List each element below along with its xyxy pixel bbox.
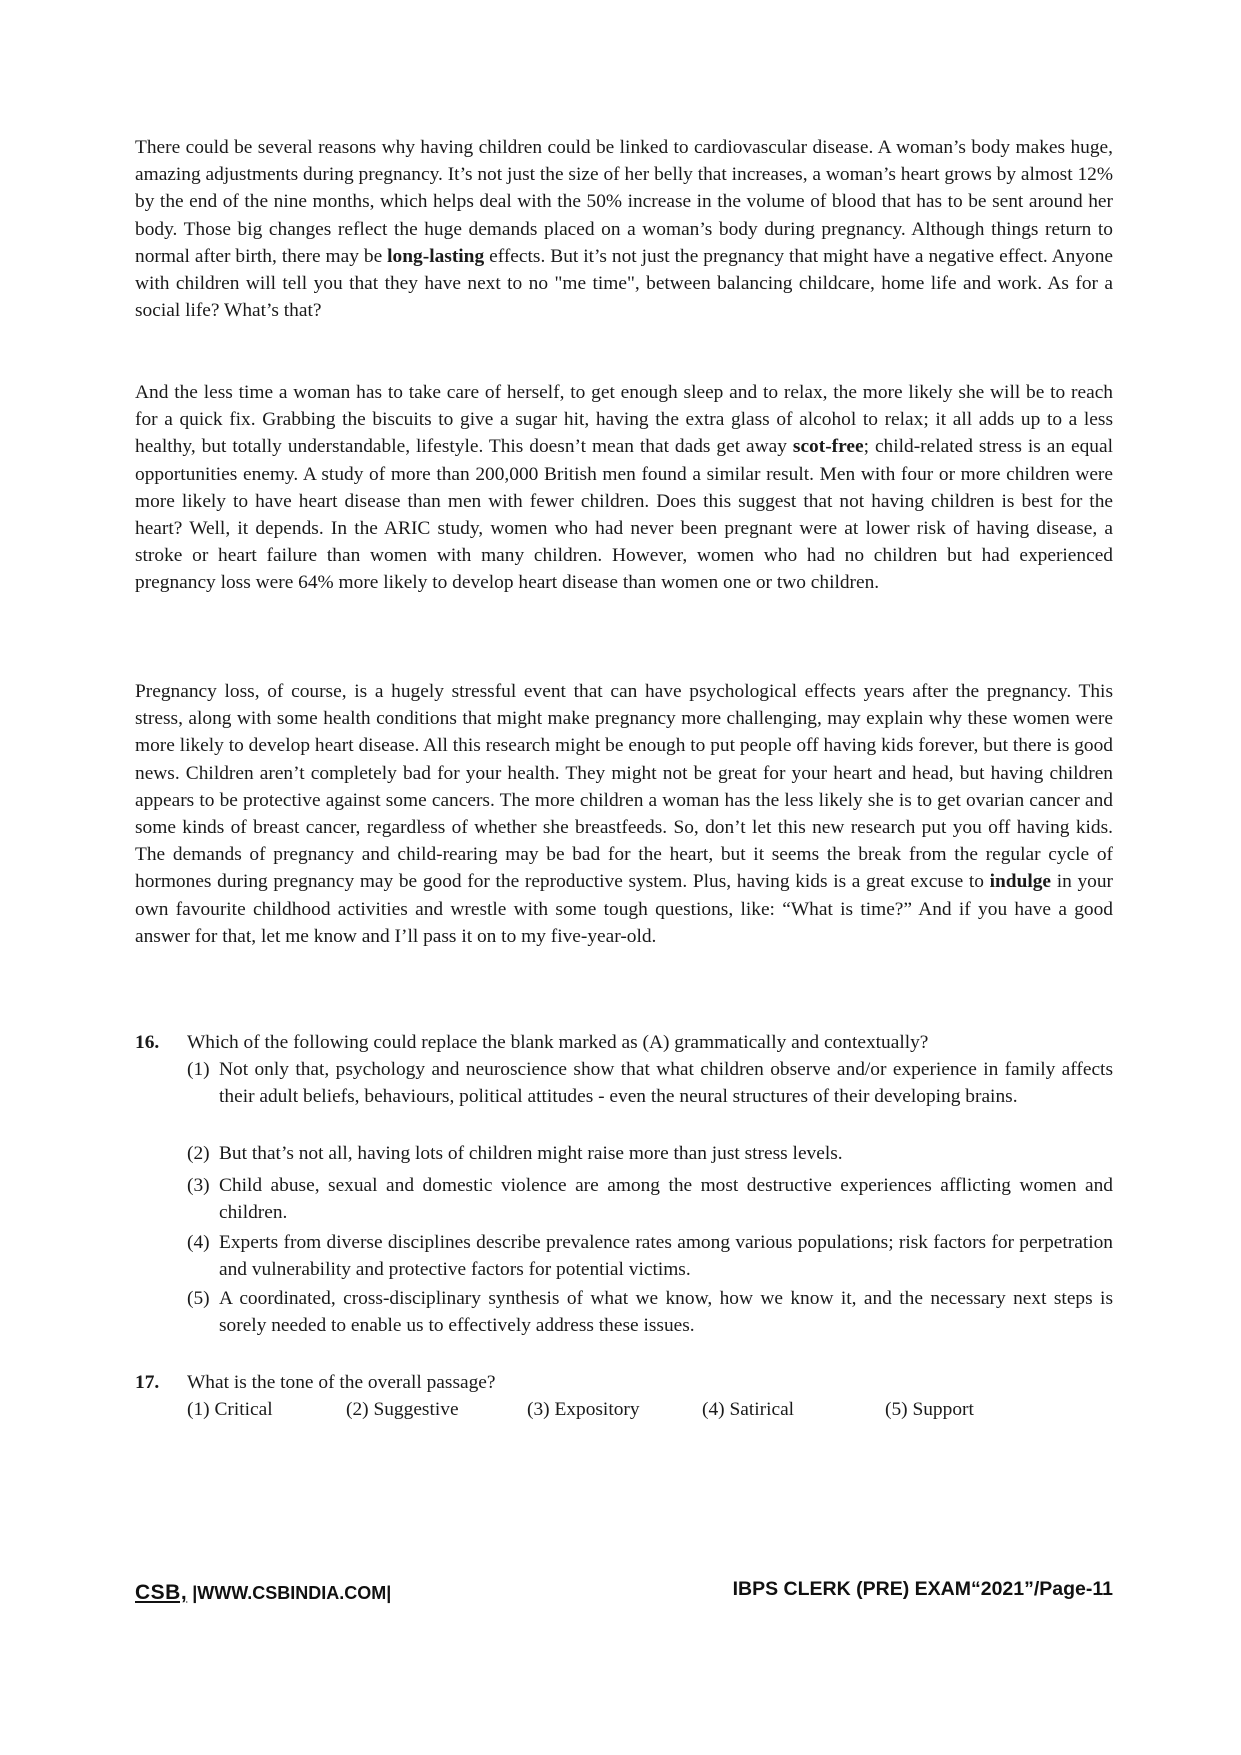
brand-logo-text: CSB, [135,1581,188,1604]
option-3: (3) Expository [527,1399,640,1420]
option-text: But that’s not all, having lots of children might raise more than just stress levels. [219,1143,843,1164]
option-number: (4) [187,1232,210,1253]
paragraph-text: ; child-related stress is an equal opportunities enemy. A study of more than 200,000 British men found a similar result. Men with four or more children were more likely to have heart disease than men with fewer children. Does this suggest that not having children is best for the heart? Well, it depends. In the ARIC study, women who had never been pregnant were at lower risk of having disease, a stroke or heart failure than women with many children. However, women who had no children but had experienced pregnancy loss were 64% more likely to develop heart disease than women one or two children. [135,436,1113,594]
passage-paragraph-2 [135,379,1113,597]
option-4: (4) Satirical [702,1399,795,1420]
option-number: (3) [187,1175,210,1196]
option-4 [187,1229,1113,1283]
option-1: (1) Critical [187,1399,273,1420]
option-text: Experts from diverse disciplines describe prevalence rates among various populations; risk factors for perpetration and vulnerability and protective factors for potential victims. [219,1232,1113,1280]
option-number: (1) [187,1059,210,1080]
paragraph-text: in your own favourite childhood activities and wrestle with some tough questions, like: “What is time?” And if you have a good answer for that, let me know and I’ll pass it on to my five-year-old. [135,871,1113,947]
option-5 [187,1285,1113,1339]
question-17 [135,1369,1113,1429]
option-5: (5) Support [885,1399,974,1420]
option-2: (2) Suggestive [346,1399,459,1420]
option-text: A coordinated, cross-disciplinary synthesis of what we know, how we know it, and the necessary next steps is sorely needed to enable us to effectively address these issues. [219,1288,1113,1336]
bold-word-scot-free: scot-free [792,436,864,458]
footer-exam-page: IBPS CLERK (PRE) EXAM“2021”/Page-11 [732,1578,1113,1600]
option-text: Not only that, psychology and neuroscience show that what children observe and/or experience in family affects their adult beliefs, behaviours, political attitudes - even the neural structures of their developing brains. [219,1059,1113,1107]
footer-brand [135,1581,391,1605]
option-number: (5) [187,1288,210,1309]
passage-paragraph-1 [135,134,1113,324]
question-text: Which of the following could replace the blank marked as (A) grammatically and contextually? [187,1032,929,1053]
option-3 [187,1172,1113,1226]
paragraph-text: And the less time a woman has to take care of herself, to get enough sleep and to relax, the more likely she will be to reach for a quick fix. Grabbing the biscuits to give a sugar hit, having the extra glass of alcohol to relax; it all adds up to a less healthy, but totally understandable, lifestyle. This doesn’t mean that dads get away [135,382,1113,458]
question-16 [135,1029,1113,1339]
paragraph-text: effects. But it’s not just the pregnancy that might have a negative effect. Anyone with children will tell you that they have next to no "me time", between balancing childcare, home life and work. As for a social life? What’s that? [135,245,1113,322]
option-text: Child abuse, sexual and domestic violence are among the most destructive experiences afflicting women and children. [219,1175,1113,1223]
bold-word-long-lasting: long-lasting [387,245,485,267]
bold-word-indulge: indulge [989,871,1052,893]
inline-options [187,1396,1113,1424]
option-1 [187,1056,1113,1110]
question-number: 17. [135,1372,160,1393]
website-text: |WWW.CSBINDIA.COM| [192,1583,392,1603]
paragraph-text: Pregnancy loss, of course, is a hugely stressful event that can have psychological effects years after the pregnancy. This stress, along with some health conditions that might make pregnancy more challenging, may explain why these women were more likely to develop heart disease. All this research might be enough to put people off having kids forever, but there is good news. Children aren’t completely bad for your health. They might not be great for your heart and head, but having children appears to be protective against some cancers. The more children a woman has the less likely she is to get ovarian cancer and some kinds of breast cancer, regardless of whether she breastfeeds. So, don’t let this new research put you off having kids. The demands of pregnancy and child-rearing may be bad for the heart, but it seems the break from the regular cycle of hormones during pregnancy may be good for the reproductive system. Plus, having kids is a great excuse to [135,681,1113,893]
question-number: 16. [135,1032,160,1053]
question-text: What is the tone of the overall passage? [187,1372,496,1393]
passage-paragraph-3 [135,678,1113,950]
option-number: (2) [187,1143,210,1164]
option-2 [187,1140,1113,1167]
paragraph-text: There could be several reasons why having children could be linked to cardiovascular disease. A woman’s body makes huge, amazing adjustments during pregnancy. It’s not just the size of her belly that increases, a woman’s heart grows by almost 12% by the end of the nine months, which helps deal with the 50% increase in the volume of blood that has to be sent around her body. Those big changes reflect the huge demands placed on a woman’s body during pregnancy. Although things return to normal after birth, there may be [135,137,1113,267]
